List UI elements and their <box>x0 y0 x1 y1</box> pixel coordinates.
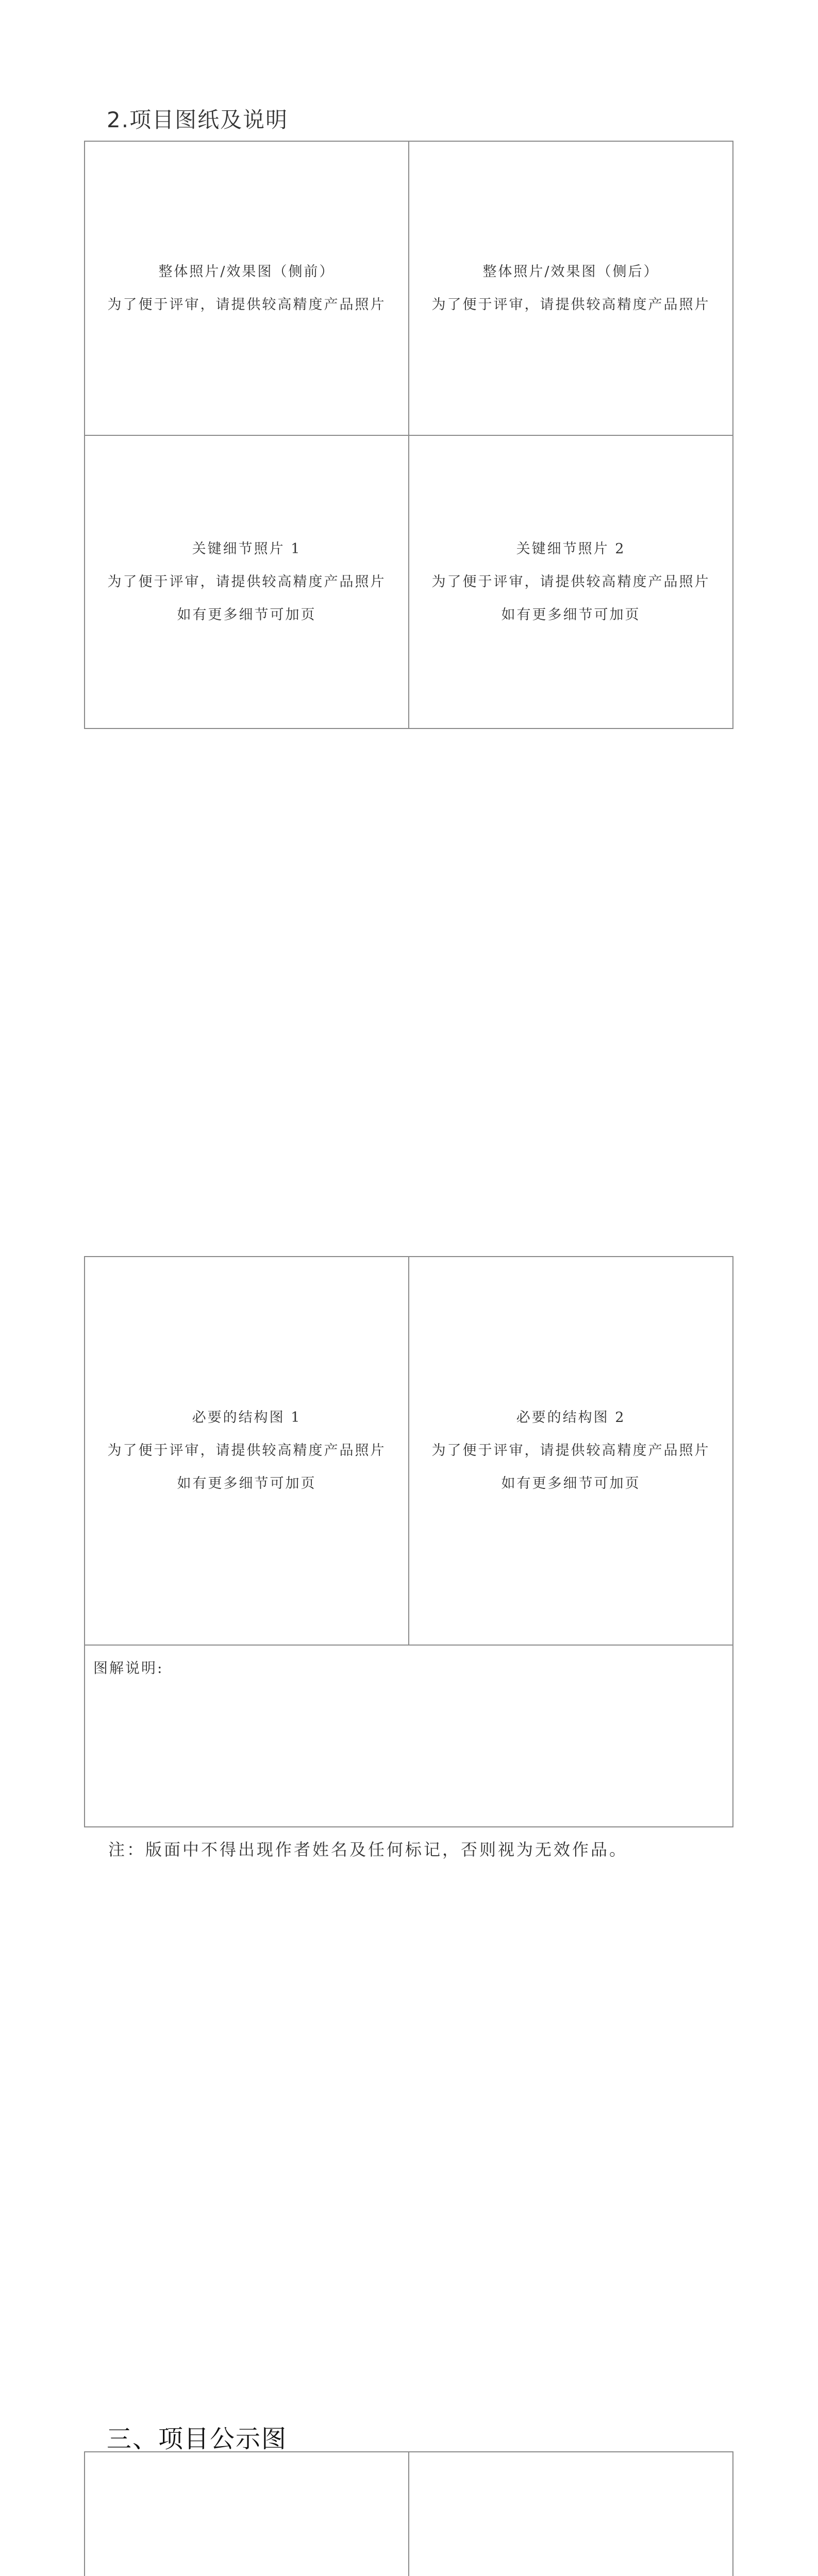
photo-cell-detail-2 <box>408 436 732 728</box>
cell-description: 如有更多细节可加页 <box>501 606 641 623</box>
cell-title: 必要的结构图 1 <box>192 1410 302 1426</box>
structure-cell-1 <box>85 1257 408 1645</box>
project-photo-cell-1 <box>85 2452 408 2576</box>
cell-description: 如有更多细节可加页 <box>177 1476 316 1492</box>
cell-title: 必要的结构图 2 <box>516 1410 626 1426</box>
table-row <box>85 142 732 435</box>
cell-title: 关键细节照片 1 <box>192 540 302 557</box>
legend-cell <box>85 1646 732 1826</box>
project-photo-cell-2 <box>408 2452 732 2576</box>
table-row <box>85 1645 732 1826</box>
table-row <box>85 1257 732 1645</box>
cell-description: 为了便于评审，请提供较高精度产品照片 <box>107 296 386 313</box>
photo-cell-detail-1 <box>85 436 408 728</box>
cell-description: 为了便于评审，请提供较高精度产品照片 <box>431 296 710 313</box>
cell-description: 如有更多细节可加页 <box>177 606 316 623</box>
table-row <box>85 435 732 728</box>
cell-title: 关键细节照片 2 <box>516 540 626 557</box>
section-2-title: 2.项目图纸及说明 <box>107 107 289 132</box>
cell-description: 为了便于评审，请提供较高精度产品照片 <box>107 573 386 590</box>
cell-description: 如有更多细节可加页 <box>501 1476 641 1492</box>
structure-cell-2 <box>408 1257 732 1645</box>
cell-description: 为了便于评审，请提供较高精度产品照片 <box>431 573 710 590</box>
cell-title: 整体照片/效果图（侧后） <box>482 263 659 280</box>
photo-cell-side-front <box>85 142 408 435</box>
cell-title: 整体照片/效果图（侧前） <box>158 263 335 280</box>
project-photos-table <box>84 141 733 729</box>
cell-description: 为了便于评审，请提供较高精度产品照片 <box>107 1443 386 1459</box>
cell-description: 为了便于评审，请提供较高精度产品照片 <box>431 1443 710 1459</box>
structure-diagrams-table <box>84 1256 733 1827</box>
legend-label: 图解说明: <box>93 1659 164 1676</box>
table-row <box>85 2452 732 2576</box>
photo-cell-side-rear <box>408 142 732 435</box>
disclaimer-note: 注：版面中不得出现作者姓名及任何标记，否则视为无效作品。 <box>108 1840 628 1859</box>
section-3-title: 三、项目公示图 <box>107 2425 288 2453</box>
public-display-table <box>84 2451 733 2576</box>
